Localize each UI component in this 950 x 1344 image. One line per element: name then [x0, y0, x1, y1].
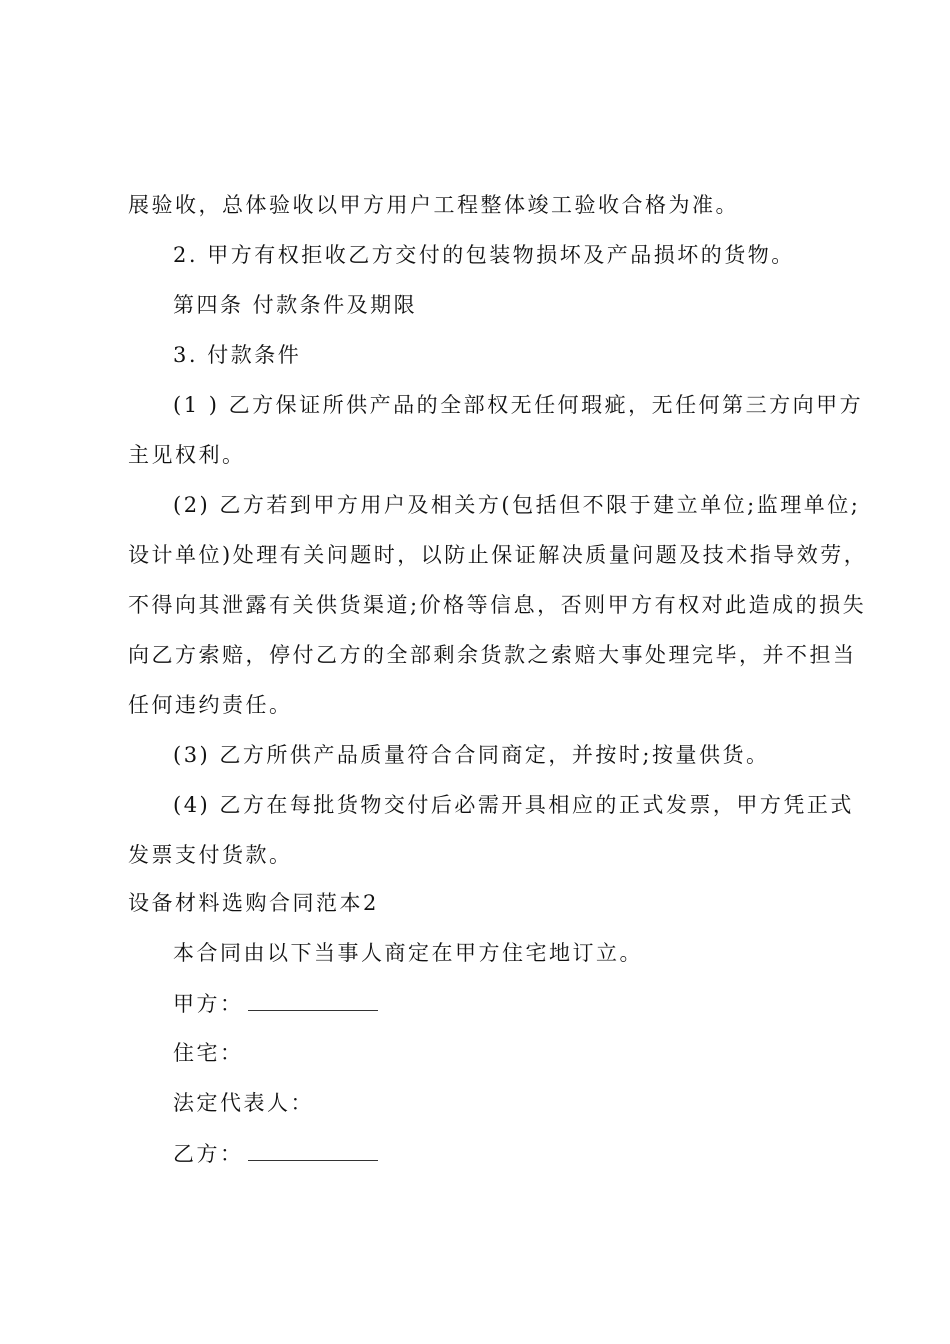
contract-intro: 本合同由以下当事人商定在甲方住宅地订立。	[173, 941, 643, 965]
subclause-3-heading: 3. 付款条件	[173, 343, 302, 367]
item-4-line-1: (4) 乙方在每批货物交付后必需开具相应的正式发票，甲方凭正式	[173, 793, 854, 817]
item-2-line-3: 不得向其泄露有关供货渠道;价格等信息，否则甲方有权对此造成的损失	[128, 593, 867, 617]
contract-template-2-title: 设备材料选购合同范本2	[128, 891, 379, 915]
item-1-line-1: (1 ) 乙方保证所供产品的全部权无任何瑕疵，无任何第三方向甲方	[173, 393, 864, 417]
party-a-blank	[248, 988, 378, 1011]
article-4-heading: 第四条 付款条件及期限	[173, 293, 418, 317]
item-2-line-5: 任何违约责任。	[128, 693, 293, 717]
item-2-line-1: (2) 乙方若到甲方用户及相关方(包括但不限于建立单位;监理单位;	[173, 493, 861, 517]
item-4-line-2: 发票支付货款。	[128, 843, 293, 867]
legal-representative-label: 法定代表人：	[173, 1091, 314, 1115]
item-2-line-4: 向乙方索赔，停付乙方的全部剩余货款之索赔大事处理完毕，并不担当	[128, 643, 857, 667]
clause-2: 2. 甲方有权拒收乙方交付的包装物损坏及产品损坏的货物。	[173, 243, 795, 267]
paragraph-acceptance: 展验收，总体验收以甲方用户工程整体竣工验收合格为准。	[128, 193, 739, 217]
party-a-label: 甲方：	[173, 992, 244, 1016]
party-b-blank	[248, 1138, 378, 1161]
item-1-line-2: 主见权利。	[128, 443, 246, 467]
item-3: (3) 乙方所供产品质量符合合同商定，并按时;按量供货。	[173, 743, 770, 767]
party-a-row	[173, 988, 378, 1019]
address-label: 住宅：	[173, 1041, 244, 1065]
party-b-label: 乙方：	[173, 1142, 244, 1166]
party-b-row	[173, 1138, 378, 1169]
item-2-line-2: 设计单位)处理有关问题时，以防止保证解决质量问题及技术指导效劳，	[128, 543, 868, 567]
